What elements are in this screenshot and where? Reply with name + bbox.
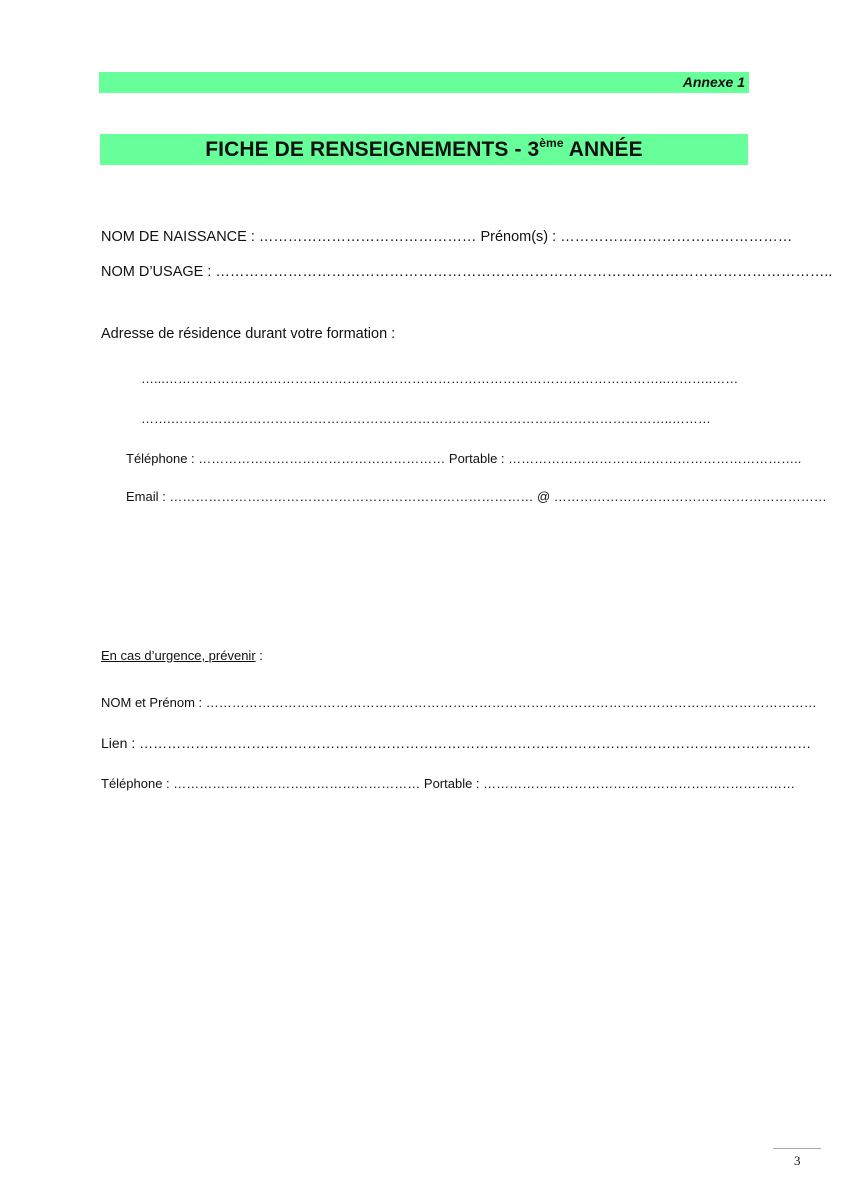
emergency-phone-label: Téléphone : (101, 776, 174, 791)
annex-header-bar (99, 72, 749, 93)
email-at-sign: @ (533, 489, 554, 504)
mobile-field[interactable]: ………………………………………………………….. (508, 451, 802, 466)
relation-field[interactable]: ……………………………………………………………………………………………………………………………… (139, 735, 812, 751)
address-phone-row (126, 451, 801, 466)
emergency-relation-row (101, 735, 811, 751)
email-domain-field[interactable]: ……………………………………………………… (553, 489, 827, 504)
emergency-name-label: NOM et Prénom : (101, 695, 206, 710)
emergency-heading-row (101, 648, 263, 663)
birth-name-label: NOM DE NAISSANCE : (101, 229, 259, 245)
birth-name-field[interactable]: ……………………………………… (258, 229, 477, 245)
annex-label: Annexe 1 (682, 74, 745, 90)
title-main: FICHE DE RENSEIGNEMENTS - 3 (205, 138, 540, 161)
birth-name-row (101, 229, 792, 245)
emergency-phone-row (101, 776, 795, 791)
emergency-name-row (101, 695, 817, 710)
footer-divider (773, 1148, 821, 1149)
phone-label: Téléphone : (126, 451, 199, 466)
address-line-1[interactable]: …...……………………………………………………………………………………………………..………..…… (141, 371, 739, 386)
first-name-label: Prénom(s) : (476, 229, 561, 245)
page-number: 3 (794, 1153, 801, 1168)
address-label: Adresse de résidence durant votre formation : (101, 326, 396, 342)
usage-name-label: NOM D’USAGE : (101, 264, 216, 280)
emergency-name-field[interactable]: …………………………………………………………………………………………………………………………… (205, 695, 817, 710)
address-line-2[interactable]: …….……………………………………………………………………………………………………..……… (141, 411, 711, 426)
emergency-phone-field[interactable]: ………………………………………………… (173, 776, 421, 791)
email-user-field[interactable]: ………………………………………………………………………… (169, 489, 534, 504)
title-bar (100, 134, 748, 165)
emergency-mobile-field[interactable]: ……………………………………………………………… (483, 776, 796, 791)
emergency-heading-suffix: : (255, 648, 263, 663)
phone-field[interactable]: ………………………………………………… (198, 451, 446, 466)
usage-name-row (101, 264, 832, 280)
first-name-field[interactable]: ………………………………………… (560, 229, 793, 245)
relation-label: Lien : (101, 735, 140, 751)
emergency-mobile-label: Portable : (420, 776, 484, 791)
email-row (126, 489, 827, 504)
emergency-heading: En cas d’urgence, prévenir (101, 648, 256, 663)
page-title (205, 138, 643, 161)
mobile-label: Portable : (445, 451, 509, 466)
title-superscript: ème (539, 136, 564, 150)
email-label: Email : (126, 489, 170, 504)
title-end: ANNÉE (563, 138, 643, 161)
usage-name-field[interactable]: ……………………………………………………………………………………………………………….. (215, 264, 833, 280)
